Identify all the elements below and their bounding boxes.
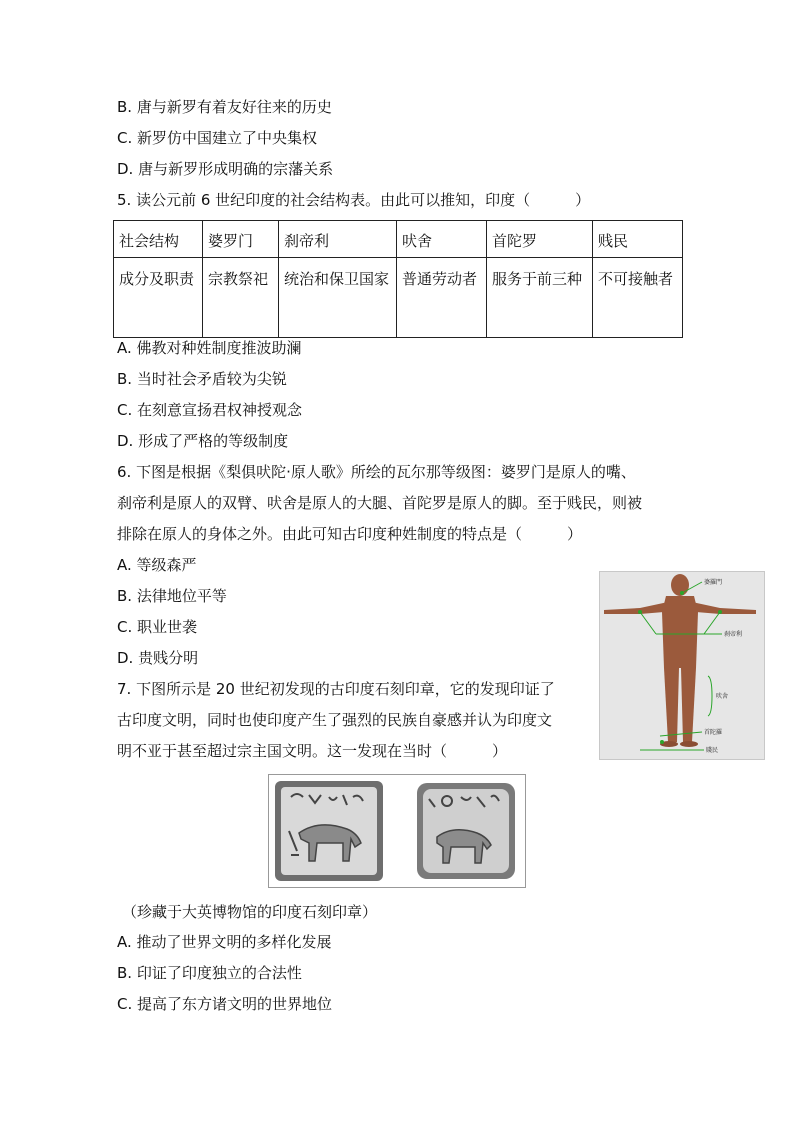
table-header-cell: 婆罗门 bbox=[203, 221, 279, 258]
figure-label-untouchable: 賤民 bbox=[706, 747, 719, 754]
q5-stem: 5. 读公元前 6 世纪印度的社会结构表。由此可以推知，印度（ ） bbox=[117, 191, 591, 209]
table-header-cell: 吠舍 bbox=[397, 221, 487, 258]
q4-option-c: C. 新罗仿中国建立了中央集权 bbox=[117, 129, 318, 147]
table-cell: 统治和保卫国家 bbox=[279, 258, 397, 338]
q7-option-a: A. 推动了世界文明的多样化发展 bbox=[117, 933, 332, 951]
figure-label-shudra: 首陀羅 bbox=[704, 729, 723, 736]
table-header-cell: 社会结构 bbox=[114, 221, 203, 258]
q5-option-c: C. 在刻意宣扬君权神授观念 bbox=[117, 401, 303, 419]
q7-option-c: C. 提高了东方诸文明的世界地位 bbox=[117, 995, 333, 1013]
table-header-cell: 首陀罗 bbox=[487, 221, 593, 258]
indus-seal-photo bbox=[268, 774, 526, 888]
q6-option-b: B. 法律地位平等 bbox=[117, 587, 227, 605]
table-header-cell: 贱民 bbox=[593, 221, 683, 258]
q4-option-b: B. 唐与新罗有着友好往来的历史 bbox=[117, 98, 332, 116]
q7-option-b: B. 印证了印度独立的合法性 bbox=[117, 964, 302, 982]
figure-label-brahmin: 婆羅門 bbox=[704, 579, 723, 586]
q6-option-d: D. 贵贱分明 bbox=[117, 649, 199, 667]
q5-option-d: D. 形成了严格的等级制度 bbox=[117, 432, 289, 450]
table-cell: 普通劳动者 bbox=[397, 258, 487, 338]
purusha-figure-illustration bbox=[600, 572, 764, 759]
figure-label-vaishya: 吠舍 bbox=[716, 693, 729, 700]
q7-stem-line: 古印度文明，同时也使印度产生了强烈的民族自豪感并认为印度文 bbox=[117, 711, 553, 729]
q7-stem-line: 7. 下图所示是 20 世纪初发现的古印度石刻印章，它的发现印证了 bbox=[117, 680, 555, 698]
caste-structure-table bbox=[113, 220, 683, 338]
q6-option-a: A. 等级森严 bbox=[117, 556, 197, 574]
q4-option-d: D. 唐与新罗形成明确的宗藩关系 bbox=[117, 160, 334, 178]
table-cell: 成分及职责 bbox=[114, 258, 203, 338]
stone-seal-illustration bbox=[269, 775, 525, 887]
figure-label-kshatriya: 刹帝利 bbox=[724, 631, 743, 638]
table-row bbox=[114, 258, 683, 338]
q6-option-c: C. 职业世袭 bbox=[117, 618, 198, 636]
q6-stem-line: 刹帝利是原人的双臂、吠舍是原人的大腿、首陀罗是原人的脚。至于贱民，则被 bbox=[117, 494, 643, 512]
varna-body-figure bbox=[599, 571, 765, 760]
table-cell: 不可接触者 bbox=[593, 258, 683, 338]
q6-stem-line: 排除在原人的身体之外。由此可知古印度种姓制度的特点是（ ） bbox=[117, 525, 583, 543]
q6-stem-line: 6. 下图是根据《梨俱吠陀·原人歌》所绘的瓦尔那等级图：婆罗门是原人的嘴、 bbox=[117, 463, 636, 481]
q7-stem-line: 明不亚于甚至超过宗主国文明。这一发现在当时（ ） bbox=[117, 742, 508, 760]
q5-option-b: B. 当时社会矛盾较为尖锐 bbox=[117, 370, 287, 388]
table-row bbox=[114, 221, 683, 258]
table-header-cell: 刹帝利 bbox=[279, 221, 397, 258]
table-cell: 服务于前三种 bbox=[487, 258, 593, 338]
table-cell: 宗教祭祀 bbox=[203, 258, 279, 338]
seal-caption: （珍藏于大英博物馆的印度石刻印章） bbox=[122, 903, 378, 921]
q5-option-a: A. 佛教对种姓制度推波助澜 bbox=[117, 339, 302, 357]
